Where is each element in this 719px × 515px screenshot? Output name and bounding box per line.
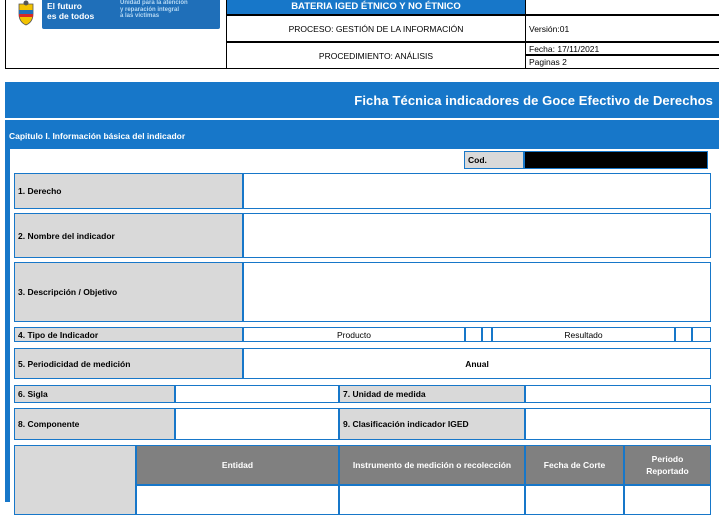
document-title: BATERIA IGED ÉTNICO Y NO ÉTNICO: [226, 0, 526, 15]
chapter-heading: Capitulo I. Información básica del indicador: [9, 131, 186, 141]
periodicidad-label: 5. Periodicidad de medición: [14, 348, 243, 379]
derecho-label: 1. Derecho: [14, 173, 243, 209]
tipo-resultado: Resultado: [492, 327, 675, 342]
sigla-field[interactable]: [175, 385, 339, 403]
tipo-spacer: [482, 327, 492, 342]
descripcion-label: 3. Descripción / Objetivo: [14, 262, 243, 322]
componente-label: 8. Componente: [14, 408, 175, 440]
clasificacion-field[interactable]: [525, 408, 711, 440]
tipo-producto: Producto: [243, 327, 465, 342]
header-left-border: [5, 0, 227, 69]
table-cell-entidad[interactable]: [136, 485, 339, 515]
paginas-cell: Paginas 2: [525, 55, 719, 69]
table-header-instrumento: Instrumento de medición o recolección: [339, 445, 525, 485]
table-row-label: [14, 445, 136, 515]
form-area: [10, 149, 719, 509]
version-cell: Versión:01: [525, 15, 719, 42]
table-header-entidad: Entidad: [136, 445, 339, 485]
technical-sheet: [5, 82, 719, 502]
componente-field[interactable]: [175, 408, 339, 440]
tipo-end: [692, 327, 711, 342]
table-header-periodo: Periodo Reportado: [624, 445, 711, 485]
logo-slogan: El futuro es de todos: [47, 1, 95, 21]
table-cell-fecha-corte[interactable]: [525, 485, 624, 515]
procedimiento-cell: PROCEDIMIENTO: ANÁLISIS: [226, 42, 526, 69]
table-cell-instrumento[interactable]: [339, 485, 525, 515]
nombre-label: 2. Nombre del indicador: [14, 213, 243, 258]
descripcion-field[interactable]: [243, 262, 711, 322]
sheet-title: Ficha Técnica indicadores de Goce Efectivo de Derechos: [354, 93, 713, 108]
periodicidad-value[interactable]: Anual: [243, 348, 711, 379]
derecho-field[interactable]: [243, 173, 711, 209]
logo-unit-name: Unidad para la atención y reparación integral a las víctimas: [120, 0, 188, 19]
unidad-field[interactable]: [525, 385, 711, 403]
unidad-label: 7. Unidad de medida: [339, 385, 525, 403]
tipo-resultado-checkbox[interactable]: [675, 327, 692, 342]
cod-label: Cod.: [464, 151, 524, 169]
top-right-cell: [525, 0, 719, 15]
table-header-fecha-corte: Fecha de Corte: [525, 445, 624, 485]
nombre-field[interactable]: [243, 213, 711, 258]
title-divider: [5, 118, 719, 120]
clasificacion-label: 9. Clasificación indicador IGED: [339, 408, 525, 440]
tipo-label: 4. Tipo de Indicador: [14, 327, 243, 342]
fecha-cell: Fecha: 17/11/2021: [525, 42, 719, 55]
cod-value[interactable]: [524, 151, 708, 169]
sigla-label: 6. Sigla: [14, 385, 175, 403]
tipo-producto-checkbox[interactable]: [465, 327, 482, 342]
proceso-cell: PROCESO: GESTIÓN DE LA INFORMACIÓN: [226, 15, 526, 42]
table-cell-periodo[interactable]: [624, 485, 711, 515]
